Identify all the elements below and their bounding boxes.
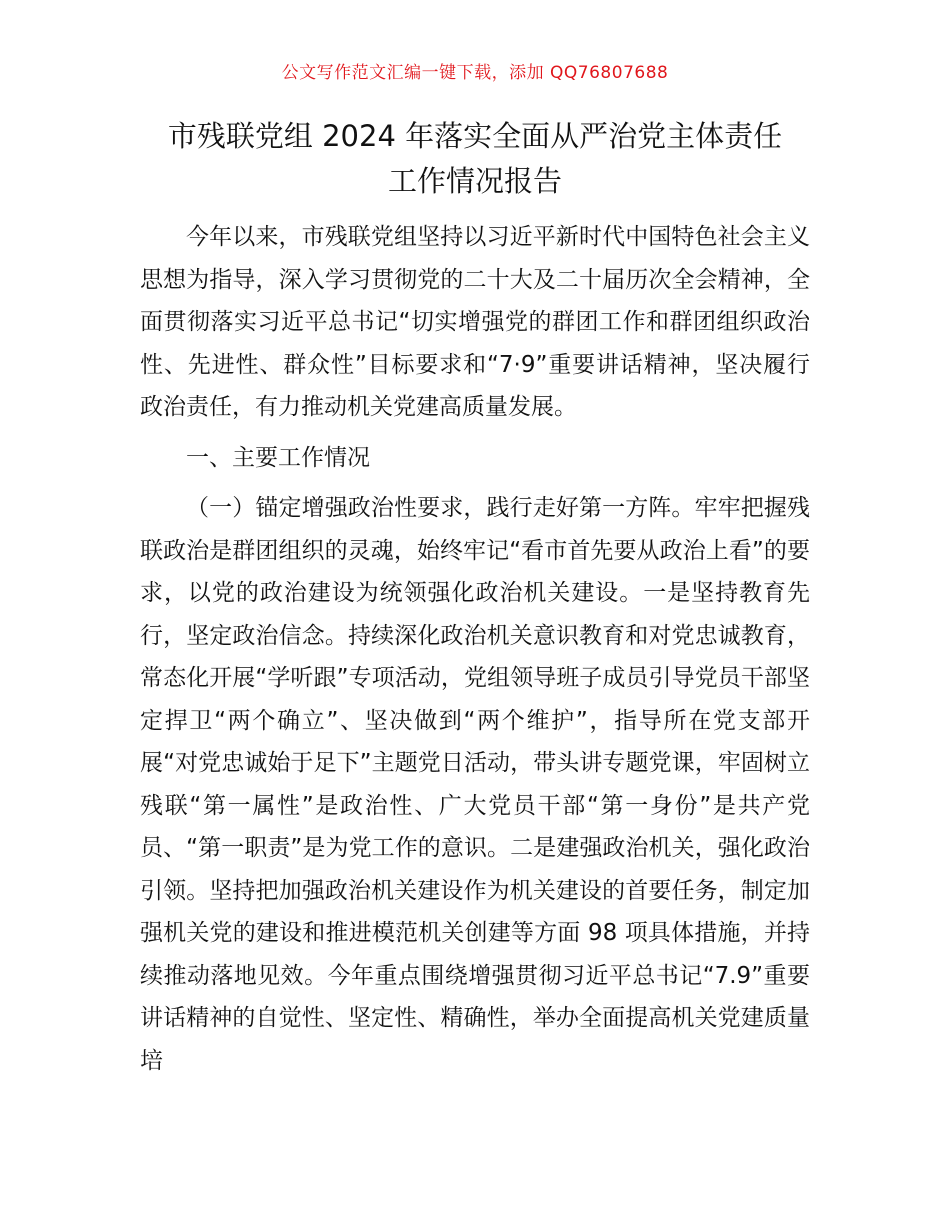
section-heading: 一、主要工作情况 [186,444,370,471]
document-body [140,216,810,1082]
document-title-line-2: 工作情况报告 [387,164,562,198]
download-note-header: 公文写作范文汇编一键下载，添加 QQ76807688 [281,63,669,83]
document-title [100,114,850,204]
document-title-line-1: 市残联党组 2024 年落实全面从严治党主体责任 [167,119,783,153]
intro-paragraph: 今年以来，市残联党组坚持以习近平新时代中国特色社会主义思想为指导，深入学习贯彻党的二十大及二十届历次全会精神，全面贯彻落实习近平总书记“切实增强党的群团工作和群团组织政治性、先进性、群众性”目标要求和“7·9”重要讲话精神，坚决履行政治责任，有力推动机关党建高质量发展。 [140,224,810,420]
section-1-paragraph: （一）锚定增强政治性要求，践行走好第一方阵。牢牢把握残联政治是群团组织的灵魂，始终牢记“看市首先要从政治上看”的要求，以党的政治建设为统领强化政治机关建设。一是坚持教育先行，坚定政治信念。持续深化政治机关意识教育和对党忠诚教育，常态化开展“学听跟”专项活动，党组领导班子成员引导党员干部坚定捍卫“两个确立”、坚决做到“两个维护”，指导所在党支部开展“对党忠诚始于足下”主题党日活动，带头讲专题党课，牢固树立残联“第一属性”是政治性、广大党员干部“第一身份”是共产党员、“第一职责”是为党工作的意识。二是建强政治机关，强化政治引领。坚持把加强政治机关建设作为机关建设的首要任务，制定加强机关党的建设和推进模范机关创建等方面 98 项具体措施，并持续推动落地见效。今年重点围绕增强贯彻习近平总书记“7.9”重要讲话精神的自觉性、坚定性、精确性，举办全面提高机关党建质量培 [140,495,810,1074]
